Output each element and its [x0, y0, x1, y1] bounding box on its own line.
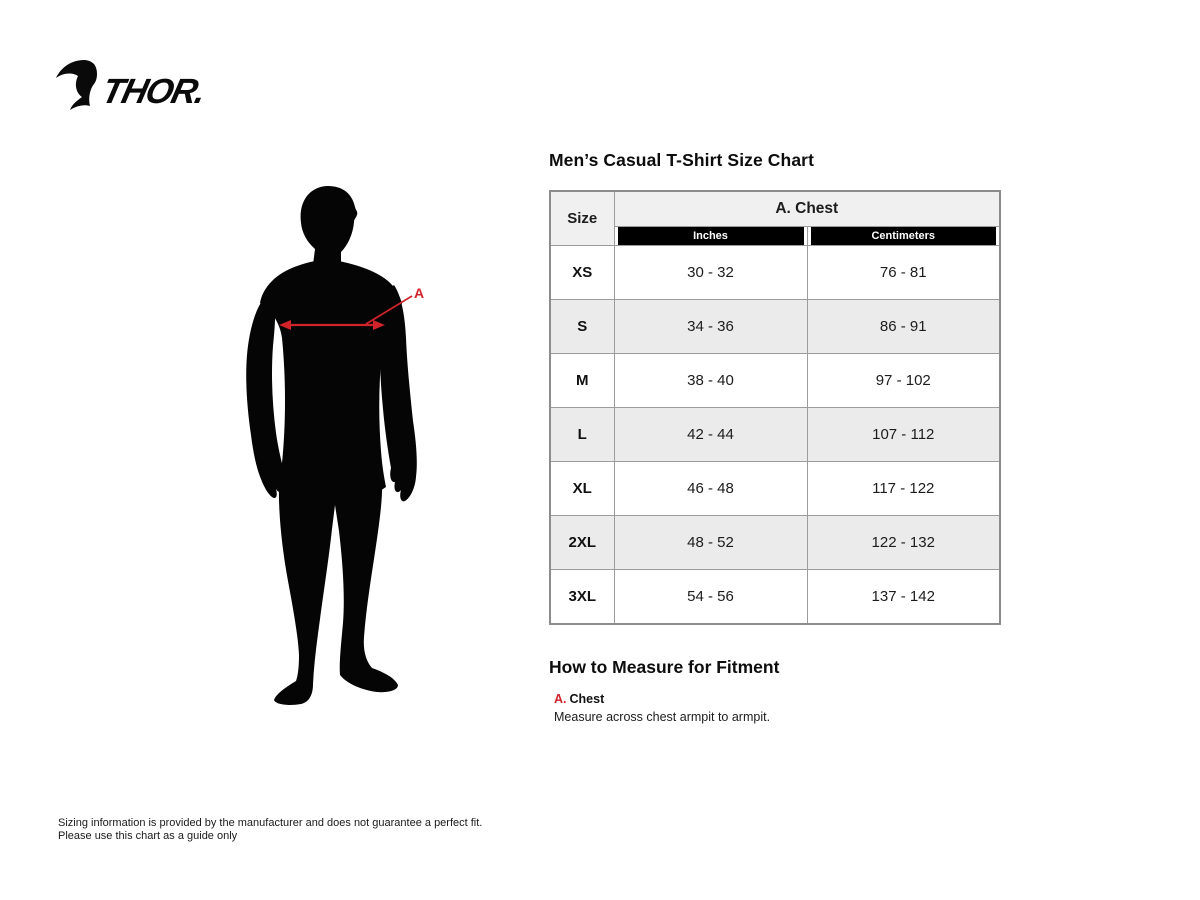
centimeters-cell: 86 - 91	[807, 300, 1000, 354]
table-row-m	[550, 354, 1000, 408]
measure-item-key: A.	[554, 692, 567, 706]
measure-item-name: Chest	[569, 692, 605, 706]
size-cell: XS	[550, 246, 614, 300]
measure-item-title	[554, 692, 604, 706]
centimeters-cell: 117 - 122	[807, 462, 1000, 516]
inches-cell: 34 - 36	[614, 300, 807, 354]
measure-item-description: Measure across chest armpit to armpit.	[554, 710, 771, 724]
table-row-l	[550, 408, 1000, 462]
centimeters-cell: 76 - 81	[807, 246, 1000, 300]
thor-horned-head-icon	[56, 60, 97, 110]
column-header-centimeters: Centimeters	[811, 227, 997, 245]
measurement-label-a: A	[414, 285, 425, 301]
size-chart-table	[549, 190, 1001, 625]
table-row-xl	[550, 462, 1000, 516]
inches-cell: 38 - 40	[614, 354, 807, 408]
column-header-inches: Inches	[618, 227, 804, 245]
column-header-size: Size	[550, 191, 614, 246]
size-cell: 3XL	[550, 570, 614, 625]
brand-logo-svg	[53, 58, 203, 110]
centimeters-cell: 122 - 132	[807, 516, 1000, 570]
disclaimer-line-1: Sizing information is provided by the manufacturer and does not guarantee a perfect fit.	[58, 817, 483, 829]
size-chart-title: Men’s Casual T-Shirt Size Chart	[549, 150, 815, 170]
inches-cell: 54 - 56	[614, 570, 807, 625]
inches-cell: 48 - 52	[614, 516, 807, 570]
centimeters-cell: 137 - 142	[807, 570, 1000, 625]
brand-wordmark: THOR.	[98, 71, 203, 110]
table-row-2xl	[550, 516, 1000, 570]
inches-cell: 42 - 44	[614, 408, 807, 462]
centimeters-cell: 97 - 102	[807, 354, 1000, 408]
size-cell: 2XL	[550, 516, 614, 570]
inches-cell: 46 - 48	[614, 462, 807, 516]
table-header-row	[550, 191, 1000, 227]
brand-logo	[53, 58, 203, 110]
size-cell: L	[550, 408, 614, 462]
size-cell: M	[550, 354, 614, 408]
size-cell: XL	[550, 462, 614, 516]
table-row-s	[550, 300, 1000, 354]
how-to-measure-heading: How to Measure for Fitment	[549, 657, 780, 677]
centimeters-cell: 107 - 112	[807, 408, 1000, 462]
column-header-chest: A. Chest	[614, 191, 1000, 227]
disclaimer-line-2: Please use this chart as a guide only	[58, 829, 238, 842]
disclaimer	[58, 817, 482, 842]
table-row-3xl	[550, 570, 1000, 625]
measurement-figure	[238, 183, 450, 713]
table-row-xs	[550, 246, 1000, 300]
unit-header-row	[550, 227, 1000, 246]
inches-cell: 30 - 32	[614, 246, 807, 300]
male-silhouette	[246, 186, 417, 705]
size-cell: S	[550, 300, 614, 354]
